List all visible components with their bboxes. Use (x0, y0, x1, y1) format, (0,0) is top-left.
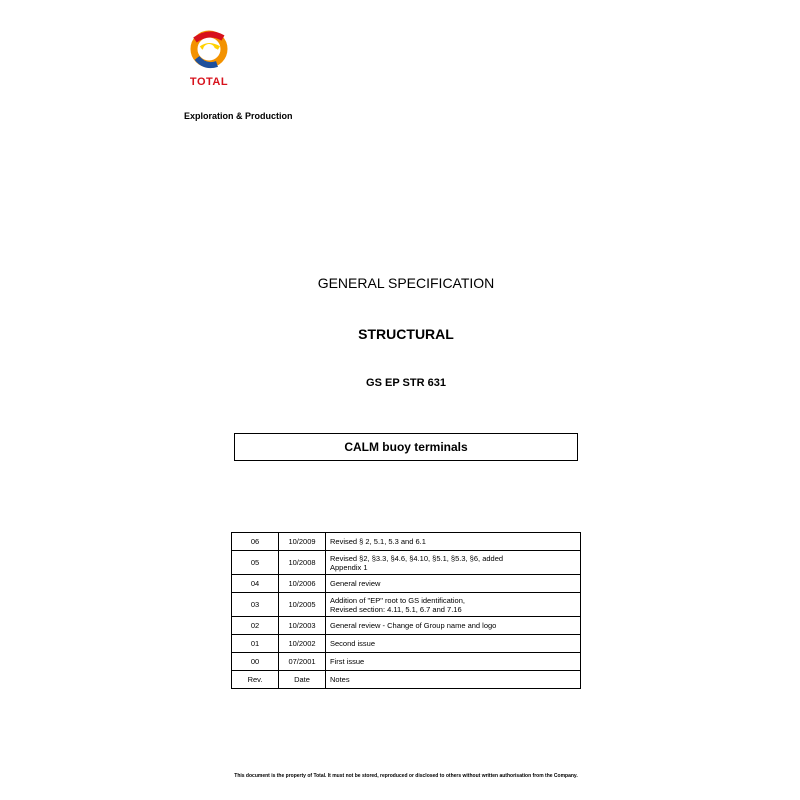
date-cell: 10/2002 (279, 635, 326, 653)
rev-cell: 00 (232, 653, 279, 671)
table-row (232, 533, 581, 551)
logo-wordmark: TOTAL (189, 76, 229, 88)
rev-cell: 05 (232, 551, 279, 575)
notes-cell (326, 593, 581, 617)
notes-cell (326, 533, 581, 551)
date-header: Date (279, 671, 326, 689)
notes-line: Appendix 1 (330, 562, 368, 572)
notes-line: Revised § 2, 5.1, 5.3 and 6.1 (330, 537, 426, 546)
revision-table (231, 532, 581, 689)
rev-cell: 03 (232, 593, 279, 617)
document-reference: GS EP STR 631 (366, 377, 446, 389)
notes-cell (326, 551, 581, 575)
rev-cell: 04 (232, 575, 279, 593)
company-logo (183, 28, 235, 90)
notes-line: First issue (330, 657, 365, 666)
rev-cell: 01 (232, 635, 279, 653)
document-type: GENERAL SPECIFICATION (317, 275, 495, 291)
total-logo-icon (189, 28, 229, 74)
date-cell: 07/2001 (279, 653, 326, 671)
table-row (232, 653, 581, 671)
date-cell: 10/2009 (279, 533, 326, 551)
table-row (232, 593, 581, 617)
notes-header: Notes (326, 671, 581, 689)
rev-header: Rev. (232, 671, 279, 689)
table-row (232, 617, 581, 635)
notes-cell (326, 617, 581, 635)
table-header-row (232, 671, 581, 689)
document-category: STRUCTURAL (358, 326, 454, 342)
notes-cell (326, 653, 581, 671)
notes-cell (326, 635, 581, 653)
document-title: CALM buoy terminals (344, 440, 468, 454)
table-row (232, 635, 581, 653)
date-cell: 10/2003 (279, 617, 326, 635)
notes-line: Second issue (330, 639, 376, 648)
notes-cell (326, 575, 581, 593)
notes-line: Revised §2, §3.3, §4.6, §4.10, §5.1, §5.3, §6, added (330, 553, 504, 563)
division-label: Exploration & Production (184, 111, 293, 121)
document-title-box (234, 433, 578, 461)
date-cell: 10/2005 (279, 593, 326, 617)
date-cell: 10/2006 (279, 575, 326, 593)
notes-line: Revised section: 4.11, 5.1, 6.7 and 7.16 (330, 604, 462, 614)
rev-cell: 02 (232, 617, 279, 635)
table-row (232, 575, 581, 593)
date-cell: 10/2008 (279, 551, 326, 575)
table-row (232, 551, 581, 575)
notes-line: General review - Change of Group name and logo (330, 621, 497, 630)
rev-cell: 06 (232, 533, 279, 551)
notes-line: Addition of "EP" root to GS identification, (330, 595, 465, 605)
confidentiality-notice: This document is the property of Total. It must not be stored, reproduced or disclosed to others without written authorisation from the Company. (234, 773, 578, 779)
notes-line: General review (330, 579, 381, 588)
